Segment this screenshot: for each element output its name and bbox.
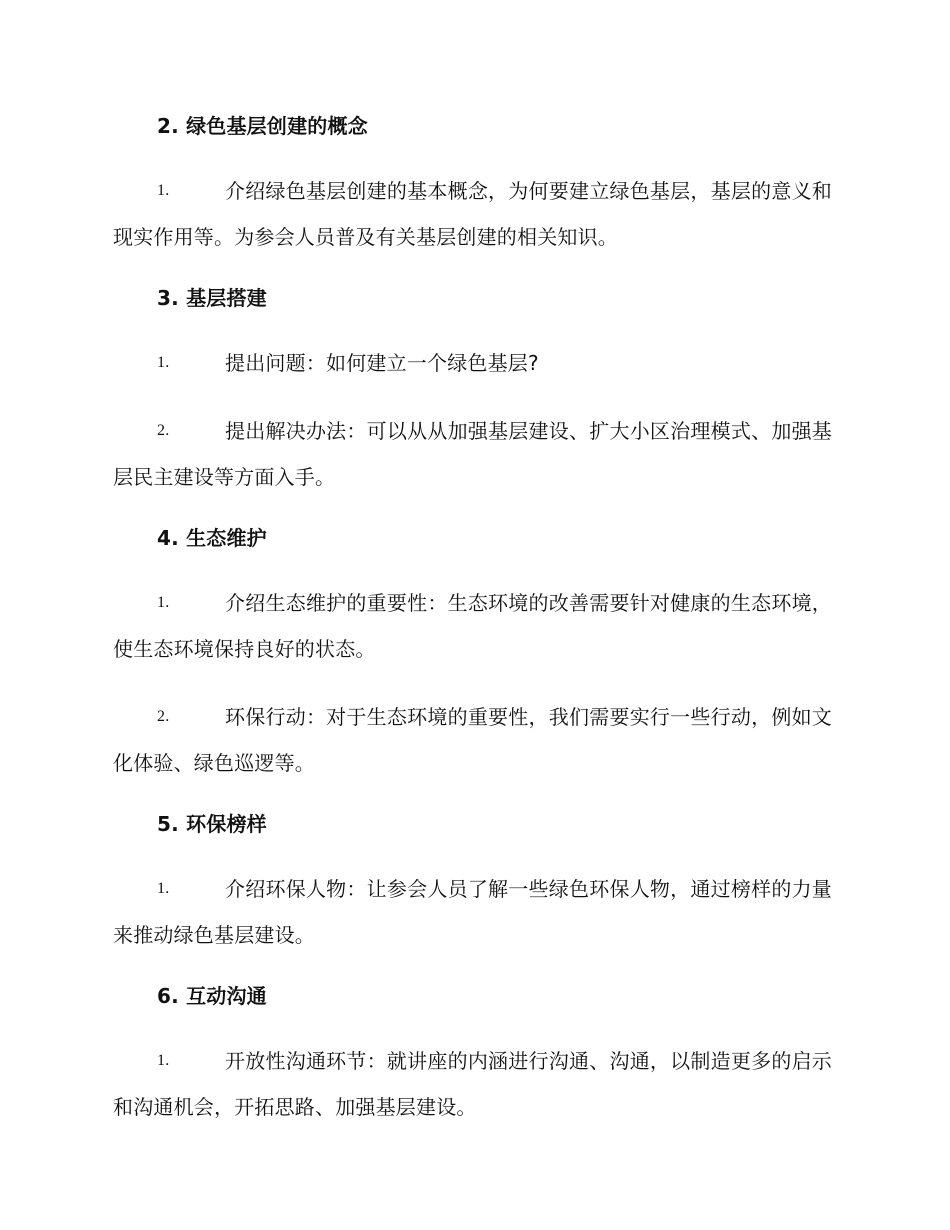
list-item xyxy=(113,1038,832,1130)
section-heading: 3. 基层搭建 xyxy=(157,286,267,310)
list-item xyxy=(113,866,832,958)
item-number: 1. xyxy=(157,594,170,611)
item-number: 1. xyxy=(157,354,170,371)
item-number: 1. xyxy=(157,182,170,199)
item-text: 环保行动：对于生态环境的重要性，我们需要实行一些行动，例如文化体验、绿色巡逻等。 xyxy=(113,705,832,775)
item-text: 提出解决办法：可以从从加强基层建设、扩大小区治理模式、加强基层民主建设等方面入手。 xyxy=(113,419,832,489)
section-heading: 6. 互动沟通 xyxy=(157,984,267,1008)
list-item xyxy=(113,408,832,500)
item-text: 介绍绿色基层创建的基本概念，为何要建立绿色基层，基层的意义和现实作用等。为参会人员普及有关基层创建的相关知识。 xyxy=(113,179,832,249)
item-number: 2. xyxy=(157,708,170,725)
item-text: 介绍生态维护的重要性：生态环境的改善需要针对健康的生态环境，使生态环境保持良好的状态。 xyxy=(113,591,832,661)
section-role-models xyxy=(113,808,832,958)
list-item xyxy=(113,168,832,260)
section-interaction xyxy=(113,980,832,1130)
item-text: 开放性沟通环节：就讲座的内涵进行沟通、沟通，以制造更多的启示和沟通机会，开拓思路、加强基层建设。 xyxy=(113,1049,832,1119)
section-concept xyxy=(113,110,832,260)
section-heading: 2. 绿色基层创建的概念 xyxy=(157,114,368,138)
list-item xyxy=(113,694,832,786)
list-item xyxy=(113,580,832,672)
section-heading: 5. 环保榜样 xyxy=(157,812,267,836)
item-text: 介绍环保人物：让参会人员了解一些绿色环保人物，通过榜样的力量来推动绿色基层建设。 xyxy=(113,877,832,947)
item-number: 2. xyxy=(157,422,170,439)
item-number: 1. xyxy=(157,880,170,897)
section-heading: 4. 生态维护 xyxy=(157,526,267,550)
list-item xyxy=(113,340,832,386)
item-text: 提出问题：如何建立一个绿色基层? xyxy=(225,351,539,375)
item-number: 1. xyxy=(157,1052,170,1069)
section-building xyxy=(113,282,832,500)
section-ecology xyxy=(113,522,832,786)
